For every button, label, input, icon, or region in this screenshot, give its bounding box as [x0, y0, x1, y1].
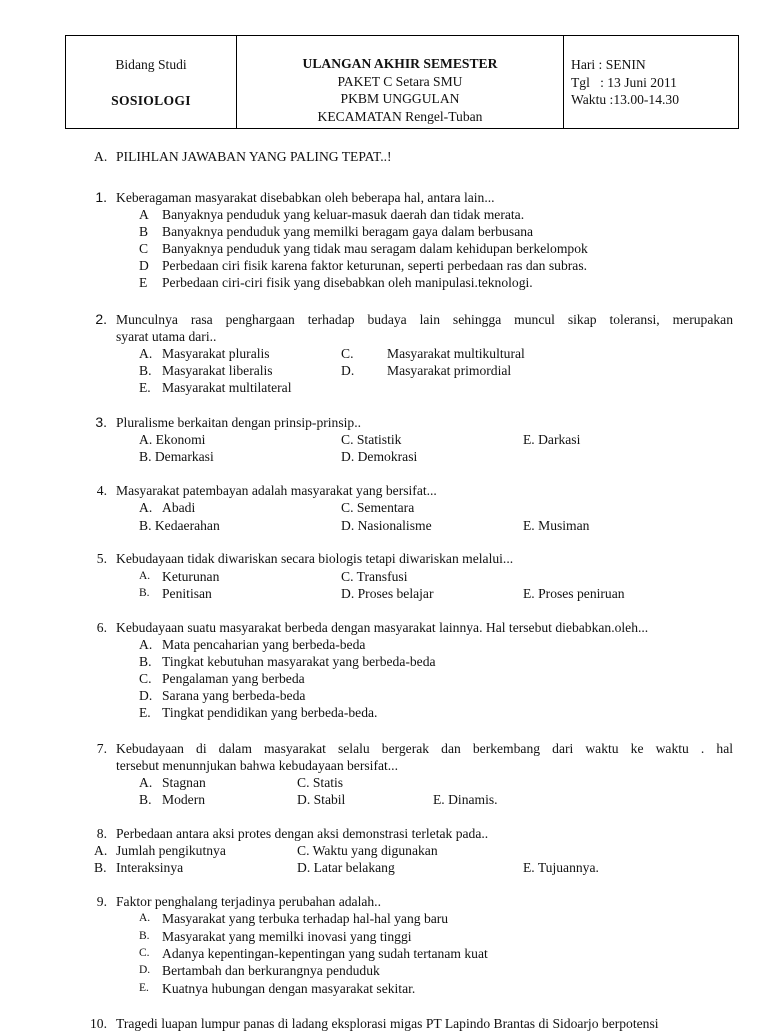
- question-text-line-2: tersebut menunnjukan bahwa kebudayaan bersifat...: [116, 758, 398, 773]
- option-text: Penitisan: [162, 586, 212, 601]
- exam-date: Tgl : 13 Juni 2011: [571, 74, 677, 90]
- option-letter: B.: [94, 860, 107, 875]
- schedule-cell: [564, 36, 738, 128]
- option-letter: D.: [139, 964, 151, 976]
- option-letter: A.: [139, 775, 153, 790]
- exam-title: ULANGAN AKHIR SEMESTER: [302, 56, 498, 71]
- option-text: D. Latar belakang: [297, 860, 395, 875]
- option-letter: D.: [341, 363, 355, 378]
- option-letter: A.: [139, 500, 153, 515]
- option-text: Mata pencaharian yang berbeda-beda: [162, 637, 366, 652]
- question-number: 2.: [95, 311, 107, 327]
- option-text: Masyarakat yang terbuka terhadap hal-hal yang baru: [162, 911, 449, 926]
- exam-time: Waktu :13.00-14.30: [571, 92, 680, 107]
- option-text: Banyaknya penduduk yang memilki beragam gaya dalam berbusana: [162, 224, 534, 239]
- question-text: Pluralisme berkaitan dengan prinsip-prinsip..: [116, 415, 362, 430]
- option-letter: A.: [94, 843, 108, 858]
- option-letter: A.: [139, 912, 151, 924]
- question-text: Perbedaan antara aksi protes dengan aksi demonstrasi terletak pada..: [116, 826, 489, 841]
- option-text: Stagnan: [162, 775, 206, 790]
- option-text: Tingkat kebutuhan masyarakat yang berbeda-beda: [162, 654, 436, 669]
- option-text: Bertambah dan berkurangnya penduduk: [162, 963, 380, 978]
- question-text: Kebudayaan suatu masyarakat berbeda dengan masyarakat lainnya. Hal tersebut diebabkan.oleh...: [116, 620, 649, 635]
- option-letter: E: [139, 275, 148, 290]
- option-text: E. Musiman: [523, 518, 590, 533]
- option-text: B. Kedaerahan: [139, 518, 220, 533]
- option-letter: E.: [139, 380, 151, 395]
- option-letter: B.: [139, 363, 152, 378]
- option-letter: B: [139, 224, 149, 239]
- option-letter: A.: [139, 637, 153, 652]
- option-letter: C.: [139, 947, 150, 959]
- option-letter: C.: [341, 346, 354, 361]
- subject-cell: [66, 36, 237, 128]
- option-text: Abadi: [162, 500, 196, 515]
- option-text: Kuatnya hubungan dengan masyarakat sekitar.: [162, 981, 416, 996]
- question-text-line-2: syarat utama dari..: [116, 329, 217, 344]
- option-letter: D.: [139, 688, 153, 703]
- option-text: D. Stabil: [297, 792, 346, 807]
- option-text: Jumlah pengikutnya: [116, 843, 226, 858]
- option-letter: A.: [139, 570, 151, 582]
- section-title: PILIHLAN JAWABAN YANG PALING TEPAT..!: [116, 149, 392, 164]
- exam-day: Hari : SENIN: [571, 57, 646, 72]
- question-text: Keberagaman masyarakat disebabkan oleh beberapa hal, antara lain...: [116, 190, 495, 205]
- option-text: Adanya kepentingan-kepentingan yang sudah tertanam kuat: [162, 946, 488, 961]
- option-letter: B.: [139, 587, 150, 599]
- option-text: Masyarakat multikultural: [387, 346, 525, 361]
- subject-name: SOSIOLOGI: [111, 93, 191, 108]
- option-text: E. Tujuannya.: [523, 860, 599, 875]
- question-number: 4.: [96, 483, 107, 498]
- question-number: 8.: [96, 826, 107, 841]
- question-text-line-1: Kebudayaan di dalam masyarakat selalu bergerak dan berkembang dari waktu ke waktu . hal: [116, 741, 733, 756]
- question-text-line-1: Munculnya rasa penghargaan terhadap budaya lain sehingga muncul sikap toleransi, merupakan: [116, 312, 733, 327]
- option-letter: D: [139, 258, 149, 273]
- exam-header-table: [65, 35, 739, 129]
- option-letter: B.: [139, 930, 150, 942]
- question-text: Faktor penghalang terjadinya perubahan adalah..: [116, 894, 381, 909]
- option-text: Modern: [162, 792, 206, 807]
- option-letter: E.: [139, 705, 151, 720]
- option-text: Masyarakat liberalis: [162, 363, 273, 378]
- subject-label: Bidang Studi: [115, 57, 187, 72]
- option-text: B. Demarkasi: [139, 449, 214, 464]
- option-text: Perbedaan ciri-ciri fisik yang disebabkan oleh manipulasi.teknologi.: [162, 275, 533, 290]
- option-text: C. Statistik: [341, 432, 402, 447]
- question-number: 3.: [95, 414, 107, 430]
- option-text: C. Waktu yang digunakan: [297, 843, 438, 858]
- exam-location: KECAMATAN Rengel-Tuban: [317, 108, 483, 124]
- option-text: Masyarakat primordial: [387, 363, 512, 378]
- option-letter: A.: [139, 346, 153, 361]
- option-text: D. Demokrasi: [341, 449, 418, 464]
- exam-paket: PAKET C Setara SMU: [337, 73, 463, 89]
- question-number: 7.: [96, 741, 107, 756]
- question-number: 9.: [96, 894, 107, 909]
- option-letter: C.: [139, 671, 152, 686]
- option-letter: A: [139, 207, 149, 222]
- exam-institution: PKBM UNGGULAN: [340, 91, 460, 106]
- exam-title-cell: [237, 36, 564, 128]
- option-text: Pengalaman yang berbeda: [162, 671, 305, 686]
- question-text: Tragedi luapan lumpur panas di ladang eksplorasi migas PT Lapindo Brantas di Sidoarjo berpotensi: [116, 1016, 659, 1031]
- option-text: C. Statis: [297, 775, 344, 790]
- option-text: Masyarakat pluralis: [162, 346, 270, 361]
- option-text: C. Transfusi: [341, 569, 408, 584]
- option-text: Sarana yang berbeda-beda: [162, 688, 306, 703]
- question-text: Kebudayaan tidak diwariskan secara biologis tetapi diwariskan melalui...: [116, 551, 514, 566]
- question-number: 5.: [96, 551, 107, 566]
- section-letter: A.: [94, 149, 108, 164]
- option-letter: C: [139, 241, 149, 256]
- option-text: A. Ekonomi: [139, 432, 206, 447]
- option-text: D. Proses belajar: [341, 586, 434, 601]
- option-text: Perbedaan ciri fisik karena faktor keturunan, seperti perbedaan ras dan subras.: [162, 258, 588, 273]
- option-text: Banyaknya penduduk yang keluar-masuk daerah dan tidak merata.: [162, 207, 525, 222]
- option-text: E. Darkasi: [523, 432, 581, 447]
- option-text: Banyaknya penduduk yang tidak mau seragam dalam kehidupan berkelompok: [162, 241, 588, 256]
- question-number: 10.: [90, 1016, 107, 1031]
- question-number: 6.: [96, 620, 107, 635]
- option-text: Tingkat pendidikan yang berbeda-beda.: [162, 705, 378, 720]
- option-text: Masyarakat yang memilki inovasi yang tinggi: [162, 929, 412, 944]
- question-number: 1.: [95, 189, 107, 205]
- option-letter: E.: [139, 982, 149, 994]
- option-text: D. Nasionalisme: [341, 518, 432, 533]
- option-text: C. Sementara: [341, 500, 415, 515]
- option-letter: B.: [139, 654, 152, 669]
- option-letter: B.: [139, 792, 152, 807]
- option-text: Masyarakat multilateral: [162, 380, 292, 395]
- option-text: Keturunan: [162, 569, 220, 584]
- option-text: E. Dinamis.: [433, 792, 498, 807]
- question-text: Masyarakat patembayan adalah masyarakat yang bersifat...: [116, 483, 437, 498]
- option-text: Interaksinya: [116, 860, 184, 875]
- option-text: E. Proses peniruan: [523, 586, 625, 601]
